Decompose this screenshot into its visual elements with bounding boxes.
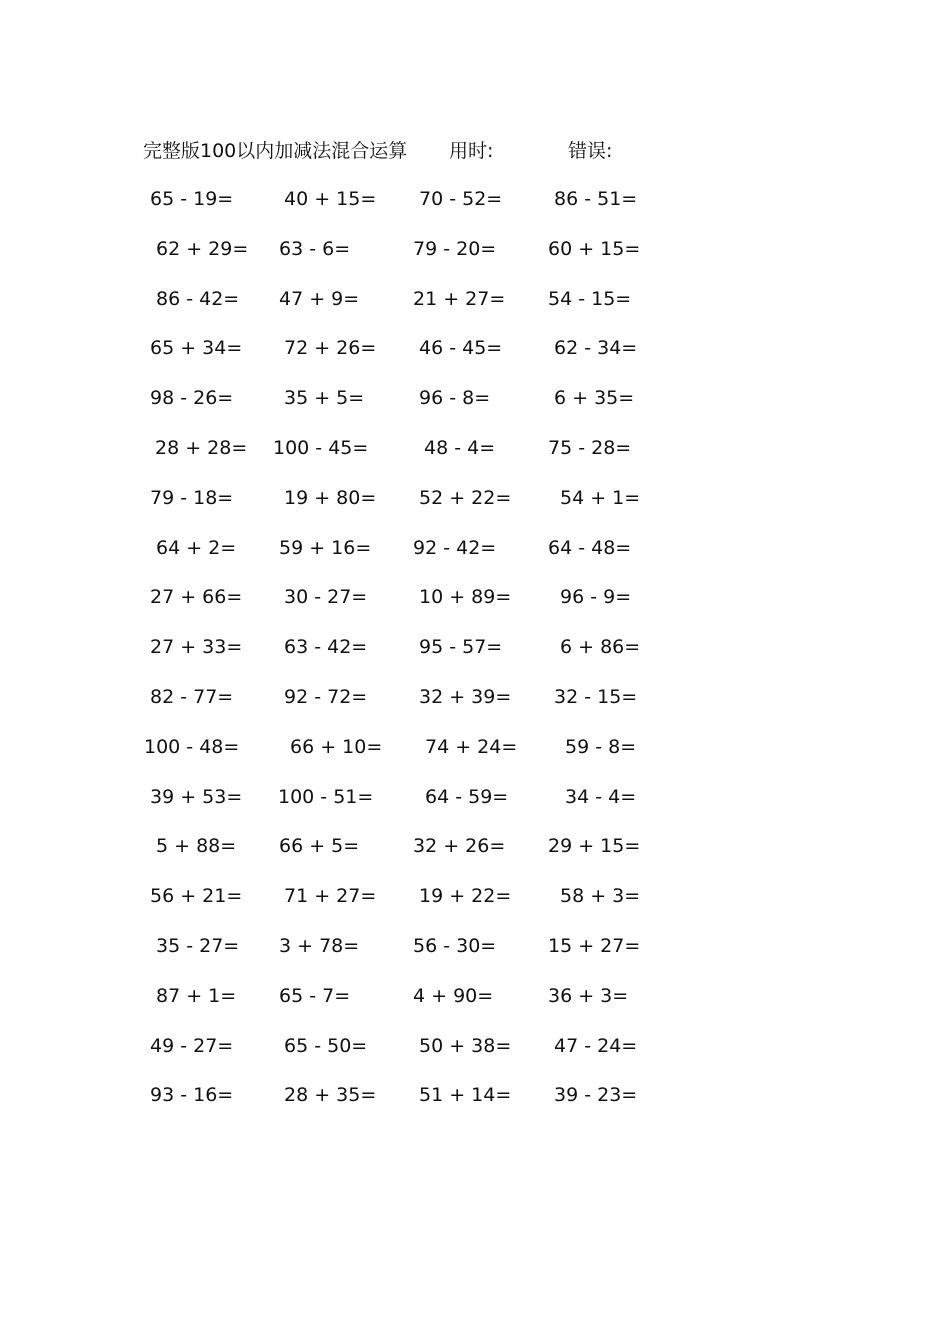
problem-cell: 64 - 59= (425, 785, 509, 808)
problem-cell: 70 - 52= (419, 188, 503, 210)
problem-cell: 75 - 28= (548, 436, 632, 459)
problem-cell: 100 - 45= (273, 436, 369, 459)
problem-cell: 56 + 21= (150, 885, 243, 908)
problem-row (0, 782, 950, 832)
problem-cell: 27 + 33= (150, 636, 243, 659)
problem-cell: 95 - 57= (419, 636, 503, 659)
problem-row (0, 433, 950, 483)
problem-cell: 6 + 86= (560, 636, 641, 659)
problem-row (0, 881, 950, 931)
problem-cell: 46 - 45= (419, 337, 503, 360)
problem-cell: 65 + 34= (150, 337, 243, 360)
problem-cell: 4 + 90= (413, 984, 494, 1007)
problem-cell: 30 - 27= (284, 586, 368, 609)
problem-cell: 74 + 24= (425, 735, 518, 758)
problem-cell: 65 - 19= (150, 188, 234, 210)
problem-cell: 28 + 35= (284, 1084, 377, 1107)
problem-row (0, 234, 950, 284)
problem-cell: 86 - 42= (156, 287, 240, 310)
problem-cell: 34 - 4= (565, 785, 637, 808)
problem-cell: 56 - 30= (413, 934, 497, 957)
problem-cell: 66 + 5= (279, 835, 360, 858)
problem-cell: 60 + 15= (548, 237, 641, 260)
problem-cell: 59 + 16= (279, 536, 372, 559)
problem-cell: 82 - 77= (150, 685, 234, 708)
problem-row (0, 831, 950, 881)
problem-cell: 100 - 51= (278, 785, 374, 808)
problem-row (0, 483, 950, 533)
problem-row (0, 333, 950, 383)
problem-row (0, 582, 950, 632)
problem-cell: 63 - 6= (279, 237, 351, 260)
problem-cell: 39 + 53= (150, 785, 243, 808)
time-label: 用时: (449, 140, 494, 162)
problem-cell: 59 - 8= (565, 735, 637, 758)
problem-cell: 19 + 80= (284, 486, 377, 509)
problem-cell: 47 - 24= (554, 1034, 638, 1057)
problem-cell: 87 + 1= (156, 984, 237, 1007)
problem-cell: 65 - 7= (279, 984, 351, 1007)
problem-cell: 96 - 9= (560, 586, 632, 609)
problem-row (0, 184, 950, 234)
problem-cell: 86 - 51= (554, 188, 638, 210)
problem-row (0, 931, 950, 981)
problem-row (0, 1080, 950, 1130)
problem-cell: 50 + 38= (419, 1034, 512, 1057)
problem-row (0, 682, 950, 732)
worksheet-header (0, 136, 950, 166)
problem-cell: 71 + 27= (284, 885, 377, 908)
error-label: 错误: (568, 140, 613, 162)
problem-cell: 40 + 15= (284, 188, 377, 210)
problem-cell: 29 + 15= (548, 835, 641, 858)
problem-cell: 21 + 27= (413, 287, 506, 310)
problem-cell: 6 + 35= (554, 387, 635, 410)
problem-cell: 62 + 29= (156, 237, 249, 260)
problem-cell: 58 + 3= (560, 885, 641, 908)
problem-row (0, 533, 950, 583)
problem-cell: 49 - 27= (150, 1034, 234, 1057)
problem-cell: 54 - 15= (548, 287, 632, 310)
problem-cell: 100 - 48= (144, 735, 240, 758)
problem-row (0, 383, 950, 433)
problem-cell: 79 - 18= (150, 486, 234, 509)
problem-row (0, 632, 950, 682)
problem-cell: 36 + 3= (548, 984, 629, 1007)
problem-cell: 92 - 72= (284, 685, 368, 708)
problem-cell: 19 + 22= (419, 885, 512, 908)
problem-cell: 15 + 27= (548, 934, 641, 957)
problem-cell: 32 - 15= (554, 685, 638, 708)
problem-cell: 10 + 89= (419, 586, 512, 609)
problem-row (0, 981, 950, 1031)
problem-cell: 63 - 42= (284, 636, 368, 659)
problem-cell: 35 + 5= (284, 387, 365, 410)
problem-cell: 52 + 22= (419, 486, 512, 509)
problem-cell: 32 + 26= (413, 835, 506, 858)
problem-grid (0, 184, 950, 1130)
problem-cell: 96 - 8= (419, 387, 491, 410)
problem-cell: 28 + 28= (155, 436, 248, 459)
problem-cell: 5 + 88= (156, 835, 237, 858)
problem-cell: 64 - 48= (548, 536, 632, 559)
problem-cell: 39 - 23= (554, 1084, 638, 1107)
problem-cell: 62 - 34= (554, 337, 638, 360)
problem-cell: 66 + 10= (290, 735, 383, 758)
problem-cell: 48 - 4= (424, 436, 496, 459)
problem-cell: 51 + 14= (419, 1084, 512, 1107)
problem-cell: 72 + 26= (284, 337, 377, 360)
problem-cell: 65 - 50= (284, 1034, 368, 1057)
problem-row (0, 732, 950, 782)
worksheet-title: 完整版100以内加减法混合运算 (143, 140, 408, 162)
problem-cell: 79 - 20= (413, 237, 497, 260)
problem-row (0, 284, 950, 334)
problem-cell: 47 + 9= (279, 287, 360, 310)
problem-cell: 64 + 2= (156, 536, 237, 559)
problem-cell: 98 - 26= (150, 387, 234, 410)
problem-cell: 27 + 66= (150, 586, 243, 609)
problem-cell: 92 - 42= (413, 536, 497, 559)
problem-cell: 32 + 39= (419, 685, 512, 708)
problem-cell: 3 + 78= (279, 934, 360, 957)
problem-cell: 35 - 27= (156, 934, 240, 957)
problem-cell: 93 - 16= (150, 1084, 234, 1107)
problem-cell: 54 + 1= (560, 486, 641, 509)
problem-row (0, 1031, 950, 1081)
